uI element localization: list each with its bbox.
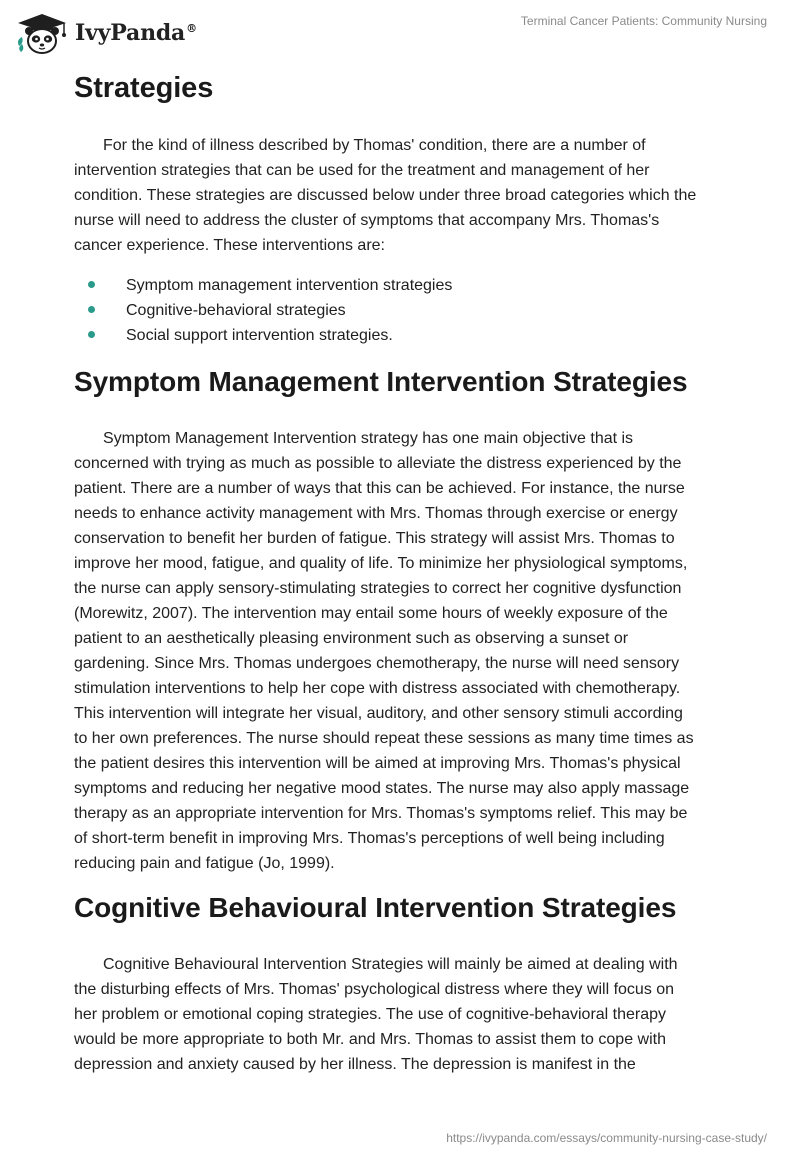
heading-cognitive-behavioural: Cognitive Behavioural Intervention Strategies (74, 892, 677, 923)
heading-symptom-management: Symptom Management Intervention Strategies (74, 366, 688, 397)
paragraph-line: the disturbing effects of Mrs. Thomas' psychological distress where they will focus on (74, 981, 675, 998)
paragraph-line: (Morewitz, 2007). The intervention may entail some hours of weekly exposure of the (74, 605, 668, 622)
paragraph-line: depression and anxiety caused by her illness. The depression is manifest in the (74, 1056, 636, 1073)
list-item: Symptom management intervention strategies (74, 273, 452, 298)
brand-logo[interactable] (14, 10, 197, 56)
paragraph-strategies (74, 133, 734, 258)
paragraph-line: conservation to benefit her burden of fatigue. This strategy will assist Mrs. Thomas to (74, 530, 675, 547)
paragraph-line: the nurse can apply sensory-stimulating strategies to correct her cognitive dysfunction (74, 580, 682, 597)
page-header (0, 0, 800, 60)
paragraph-line: would be more appropriate to both Mr. and Mrs. Thomas to assist them to cope with (74, 1031, 666, 1048)
paragraph-line: patient. There are a number of ways that this can be achieved. For instance, the nurse (74, 480, 685, 497)
bullet-icon (88, 281, 95, 288)
paragraph-line: gardening. Since Mrs. Thomas undergoes chemotherapy, the nurse will need sensory (74, 655, 680, 672)
paragraph-line: to her own preferences. The nurse should repeat these sessions as many time times as (74, 730, 694, 747)
source-url[interactable]: https://ivypanda.com/essays/community-nursing-case-study/ (446, 1131, 767, 1145)
paragraph-line: improve her mood, fatigue, and quality of life. To minimize her physiological symptoms, (74, 555, 688, 572)
paragraph-line: her problem or emotional coping strategies. The use of cognitive-behavioral therapy (74, 1006, 667, 1023)
document-title: Terminal Cancer Patients: Community Nursing (520, 14, 767, 28)
paragraph-line: needs to enhance activity management with Mrs. Thomas through exercise or energy (74, 505, 678, 522)
paragraph-line: concerned with trying as much as possible to alleviate the distress experienced by the (74, 455, 682, 472)
paragraph-line: This intervention will integrate her visual, auditory, and other sensory stimuli according (74, 705, 683, 722)
paragraph-symptom-management (74, 426, 734, 876)
list-item: Social support intervention strategies. (74, 323, 452, 348)
paragraph-cognitive-behavioural (74, 952, 734, 1077)
intervention-list (74, 273, 452, 348)
paragraph-line: nurse will need to address the cluster of symptoms that accompany Mrs. Thomas's (74, 212, 660, 229)
paragraph-line: of short-term benefit in improving Mrs. Thomas's perceptions of well being including (74, 830, 665, 847)
paragraph-line: condition. These strategies are discussed below under three broad categories which the (74, 187, 697, 204)
paragraph-line: therapy as an appropriate intervention for Mrs. Thomas's symptoms relief. This may be (74, 805, 688, 822)
paragraph-line: Symptom Management Intervention strategy has one main objective that is (103, 430, 634, 447)
paragraph-line: cancer experience. These interventions are: (74, 237, 385, 254)
paragraph-line: reducing pain and fatigue (Jo, 1999). (74, 855, 335, 872)
paragraph-line: the patient desires this intervention will be aimed at improving Mrs. Thomas's physical (74, 755, 681, 772)
bullet-icon (88, 331, 95, 338)
list-item: Cognitive-behavioral strategies (74, 298, 452, 323)
brand-name: IvyPanda® (75, 20, 197, 46)
paragraph-line: patient to an aesthetically pleasing environment such as observing a sunset or (74, 630, 629, 647)
bullet-icon (88, 306, 95, 313)
paragraph-line: stimulation interventions to help her cope with distress associated with chemotherapy. (74, 680, 681, 697)
paragraph-line: symptoms and reducing her negative mood states. The nurse may also apply massage (74, 780, 690, 797)
paragraph-line: Cognitive Behavioural Intervention Strategies will mainly be aimed at dealing with (103, 956, 678, 973)
paragraph-line: intervention strategies that can be used for the treatment and management of her (74, 162, 650, 179)
panda-graduate-icon (14, 10, 70, 56)
heading-strategies: Strategies (74, 72, 214, 104)
paragraph-line: For the kind of illness described by Thomas' condition, there are a number of (103, 137, 646, 154)
